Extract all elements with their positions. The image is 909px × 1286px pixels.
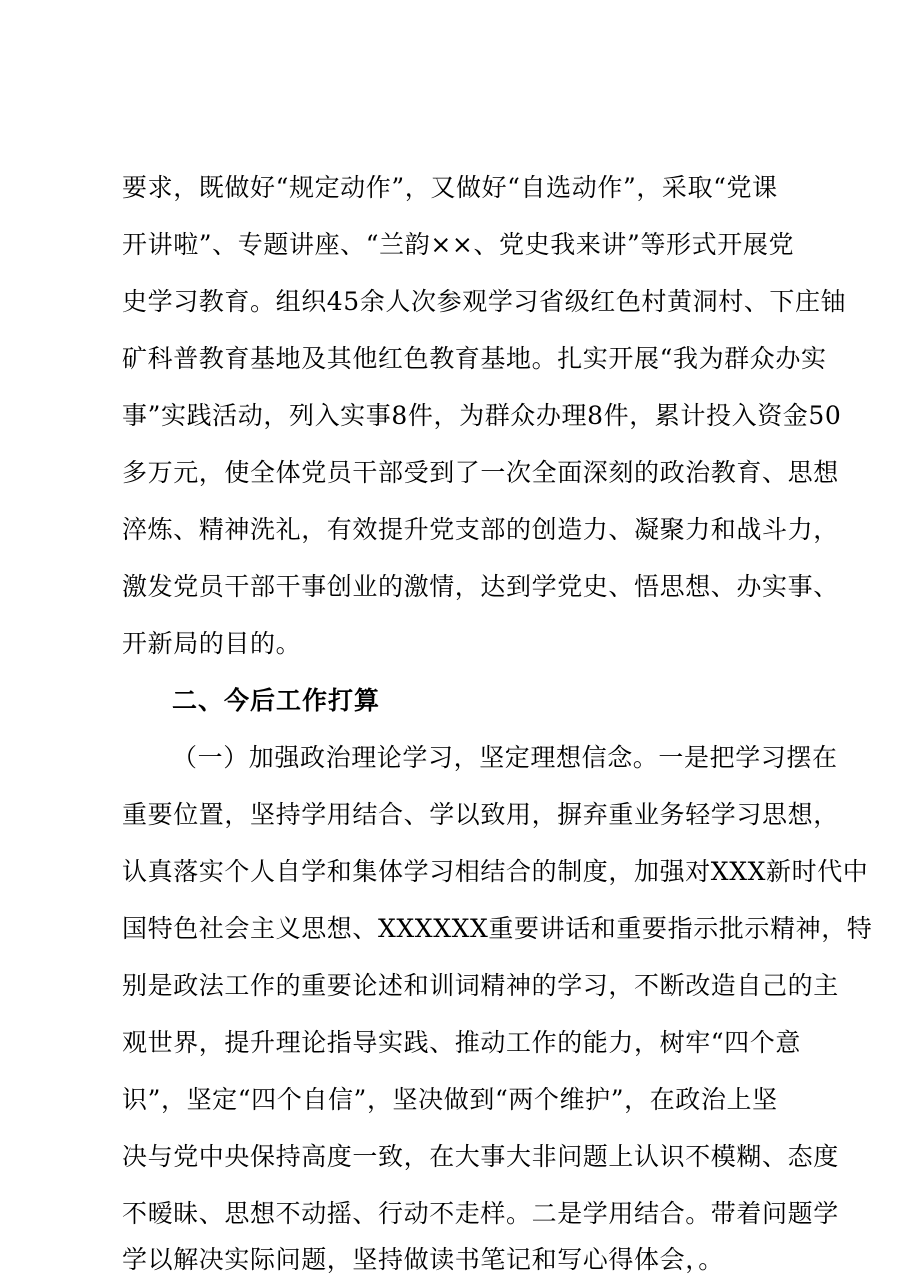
paragraph-line: 多万元，使全体党员干部受到了一次全面深刻的政治教育、思想 [122, 458, 839, 487]
paragraph-line: 开新局的目的。 [122, 629, 302, 658]
paragraph-line: 别是政法工作的重要论述和训词精神的学习，不断改造自己的主 [122, 971, 839, 1000]
paragraph-line: 认真落实个人自学和集体学习相结合的制度，加强对XXX新时代中 [122, 857, 869, 886]
paragraph-line: 史学习教育。组织45余人次参观学习省级红色村黄洞村、下庄铀 [122, 287, 847, 316]
paragraph-line: 要求，既做好“规定动作”，又做好“自选动作”，采取“党课 [122, 173, 778, 202]
paragraph-line: 观世界，提升理论指导实践、推动工作的能力，树牢“四个意 [122, 1028, 801, 1057]
paragraph-line: 淬炼、精神洗礼，有效提升党支部的创造力、凝聚力和战斗力， [122, 515, 839, 544]
paragraph-line: 学以解决实际问题，坚持做读书笔记和写心得体会，。 [122, 1245, 724, 1274]
subsection-heading-line: （一）加强政治理论学习，坚定理想信念。一是把学习摆在 [172, 743, 838, 772]
paragraph-line: 国特色社会主义思想、XXXXXX重要讲话和重要指示批示精神，特 [122, 914, 873, 943]
paragraph-line: 识”，坚定“四个自信”，坚决做到“两个维护”，在政治上坚 [122, 1085, 778, 1114]
section-heading: 二、今后工作打算 [172, 686, 381, 715]
paragraph-line: 重要位置，坚持学用结合、学以致用，摒弃重业务轻学习思想， [122, 800, 839, 829]
paragraph-line: 事”实践活动，列入实事8件，为群众办理8件，累计投入资金50 [122, 401, 842, 430]
paragraph-line: 不暧昧、思想不动摇、行动不走样。二是学用结合。带着问题学 [122, 1199, 839, 1228]
paragraph-line: 决与党中央保持高度一致，在大事大非问题上认识不模糊、态度 [122, 1142, 839, 1171]
paragraph-line: 开讲啦”、专题讲座、“兰韵××、党史我来讲”等形式开展党 [122, 230, 795, 259]
paragraph-line: 激发党员干部干事创业的激情，达到学党史、悟思想、办实事、 [122, 572, 839, 601]
paragraph-line: 矿科普教育基地及其他红色教育基地。扎实开展“我为群众办实 [122, 344, 827, 373]
